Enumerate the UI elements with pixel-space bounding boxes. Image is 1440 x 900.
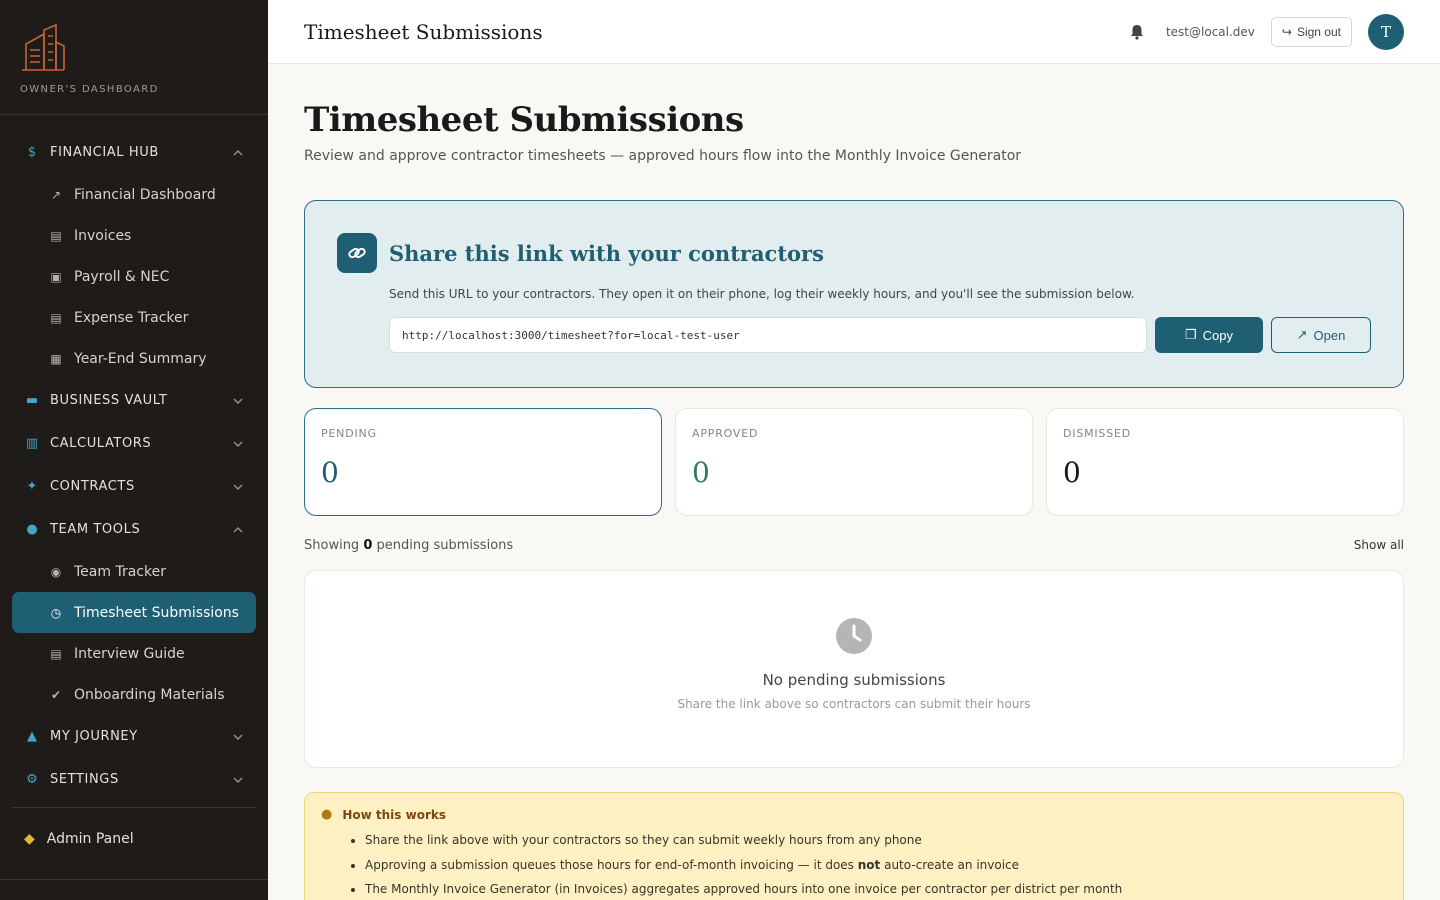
showing-text [304, 538, 513, 553]
admin-panel-link[interactable] [0, 814, 268, 864]
stat-card-pending[interactable] [304, 408, 662, 516]
avatar[interactable]: T [1368, 14, 1404, 50]
sidebar-item-label: Payroll & NEC [74, 268, 170, 285]
dollar-icon: $ [27, 145, 37, 160]
sidebar-item-label: Interview Guide [74, 645, 185, 662]
user-check-icon: ✔ [50, 687, 62, 702]
share-title: Share this link with your contractors [389, 240, 824, 266]
sidebar-item-label: Year-End Summary [74, 350, 207, 367]
sidebar-item-onboarding-materials[interactable] [12, 674, 256, 715]
open-button[interactable] [1271, 317, 1371, 353]
building-logo-icon [20, 22, 66, 72]
open-label: Open [1313, 327, 1346, 343]
showing-count: 0 [363, 538, 373, 553]
chevron-up-icon [232, 147, 244, 159]
how-title: How this works [342, 807, 446, 822]
nav-group-contracts[interactable] [0, 465, 268, 508]
brand-caption: OWNER'S DASHBOARD [20, 84, 159, 95]
sidebar-item-interview-guide[interactable] [12, 633, 256, 674]
how-it-works [304, 792, 1404, 900]
nav-group-settings[interactable] [0, 758, 268, 801]
showing-prefix: Showing [304, 538, 360, 553]
nav-group-my-journey[interactable] [0, 715, 268, 758]
nav-group-label: TEAM TOOLS [50, 522, 141, 537]
handshake-icon: ✦ [26, 479, 38, 494]
page-title: Timesheet Submissions [304, 100, 744, 140]
sidebar-item-team-tracker[interactable] [12, 551, 256, 592]
admin-panel-label: Admin Panel [46, 831, 134, 847]
shield-icon: ◆ [24, 831, 35, 847]
gear-icon: ⚙ [26, 772, 38, 787]
sidebar [0, 0, 268, 900]
stat-value: 0 [321, 456, 339, 489]
clock-icon: ◷ [50, 605, 62, 620]
clock-icon [835, 617, 873, 655]
main-content [304, 64, 1404, 900]
share-url-input[interactable] [389, 317, 1147, 353]
chevron-down-icon [232, 395, 244, 407]
link-icon [337, 233, 377, 273]
page-subtitle: Review and approve contractor timesheets — approved hours flow into the Monthly Invoice Generator [304, 148, 1022, 164]
sidebar-item-timesheet-submissions[interactable] [12, 592, 256, 633]
clipboard-icon: ▤ [50, 646, 62, 661]
money-icon: ▣ [50, 269, 62, 284]
chevron-down-icon [232, 438, 244, 450]
users-icon: ◉ [50, 564, 62, 579]
stat-card-dismissed[interactable] [1046, 408, 1404, 516]
showing-suffix: pending submissions [376, 538, 514, 553]
divider [0, 879, 268, 880]
sidebar-item-label: Timesheet Submissions [74, 604, 239, 621]
calendar-icon: ▦ [50, 351, 62, 366]
sidebar-item-label: Onboarding Materials [74, 686, 225, 703]
sidebar-item-expense-tracker[interactable] [12, 297, 256, 338]
stat-card-approved[interactable] [675, 408, 1033, 516]
share-description: Send this URL to your contractors. They open it on their phone, log their weekly hours, and you'll see the submission below. [389, 287, 1135, 301]
bell-icon[interactable] [1128, 23, 1146, 41]
chevron-up-icon [232, 524, 244, 536]
nav-group-label: FINANCIAL HUB [50, 145, 159, 160]
sidebar-item-label: Team Tracker [74, 563, 166, 580]
stat-value: 0 [1063, 456, 1081, 489]
copy-label: Copy [1202, 327, 1233, 343]
nav-group-label: MY JOURNEY [50, 729, 138, 744]
external-link-icon: ↗ [1296, 327, 1308, 342]
folder-icon: ▬ [25, 393, 39, 408]
nav-group-team-tools[interactable] [0, 508, 268, 551]
stat-label: PENDING [321, 427, 377, 440]
list-item: • The Monthly Invoice Generator (in Invoices) aggregates approved hours into one invoice per contractor per district per month [365, 877, 1387, 900]
sidebar-item-payroll[interactable] [12, 256, 256, 297]
chevron-down-icon [232, 481, 244, 493]
stat-label: DISMISSED [1063, 427, 1132, 440]
user-icon: ● [26, 522, 38, 537]
sidebar-item-invoices[interactable] [12, 215, 256, 256]
sidebar-item-label: Expense Tracker [74, 309, 189, 326]
copy-icon: ❐ [1184, 327, 1197, 342]
bullet-text: Approving a submission queues those hours for end-of-month invoicing — it does [365, 857, 858, 872]
sign-out-icon: ↪ [1281, 24, 1292, 39]
nav-group-calculators[interactable] [0, 422, 268, 465]
list-item: • Share the link above with your contractors so they can submit weekly hours from any phone [365, 828, 1387, 853]
lightbulb-icon: ● [321, 807, 333, 822]
nav-group-label: BUSINESS VAULT [50, 393, 168, 408]
sign-out-label: Sign out [1296, 24, 1341, 39]
showing-row [304, 538, 1404, 553]
user-email: test@local.dev [1165, 24, 1255, 39]
bullet-text: auto-create an invoice [880, 857, 1020, 872]
chevron-down-icon [232, 774, 244, 786]
sidebar-item-label: Invoices [74, 227, 132, 244]
receipt-icon: ▤ [50, 310, 62, 325]
chevron-down-icon [232, 731, 244, 743]
sign-out-button[interactable] [1271, 17, 1352, 47]
sidebar-nav [0, 115, 268, 864]
road-icon: ▲ [27, 729, 37, 744]
nav-group-label: SETTINGS [50, 772, 119, 787]
copy-button[interactable] [1155, 317, 1263, 353]
top-header [268, 0, 1440, 64]
bullet-emphasis: not [857, 857, 881, 872]
nav-group-label: CONTRACTS [50, 479, 135, 494]
brand [0, 0, 268, 115]
sidebar-item-year-end-summary[interactable] [12, 338, 256, 379]
nav-group-financial-hub[interactable] [0, 131, 268, 174]
list-item [365, 853, 1387, 878]
stat-label: APPROVED [692, 427, 759, 440]
status-stats [304, 408, 1404, 516]
sidebar-item-label: Financial Dashboard [74, 186, 216, 203]
sidebar-item-financial-dashboard[interactable] [12, 174, 256, 215]
divider [12, 807, 256, 808]
document-icon: ▤ [50, 228, 62, 243]
share-link-card [304, 200, 1404, 388]
nav-group-label: CALCULATORS [50, 436, 152, 451]
calculator-icon: ▥ [25, 436, 39, 451]
show-all-link[interactable]: Show all [1353, 538, 1404, 552]
how-list [365, 828, 1387, 900]
nav-group-business-vault[interactable] [0, 379, 268, 422]
stat-value: 0 [692, 456, 710, 489]
empty-subtitle: Share the link above so contractors can submit their hours [677, 697, 1031, 711]
chart-line-icon: ↗ [50, 187, 62, 202]
empty-state [304, 570, 1404, 768]
empty-title: No pending submissions [762, 671, 946, 689]
header-title: Timesheet Submissions [304, 19, 543, 44]
